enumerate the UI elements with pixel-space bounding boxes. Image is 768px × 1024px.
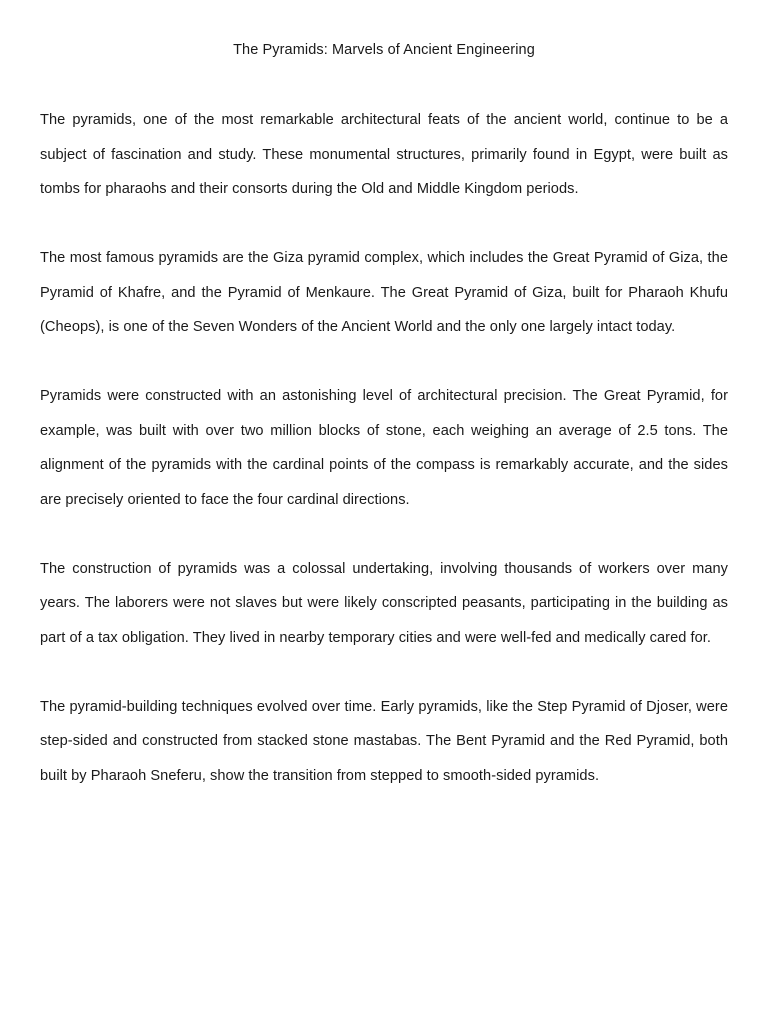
document-body <box>40 103 728 828</box>
paragraph-1: The pyramids, one of the most remarkable architectural feats of the ancient world, continue to be a subject of fascination and study. These monumental structures, primarily found in Egypt, were built as tombs for pharaohs and their consorts during the Old and Middle Kingdom periods. <box>40 112 728 197</box>
paragraph-4: The construction of pyramids was a colossal undertaking, involving thousands of workers over many years. The laborers were not slaves but were likely conscripted peasants, participating in the building as part of a tax obligation. They lived in nearby temporary cities and were well-fed and medically cared for. <box>40 560 728 646</box>
paragraph-3: Pyramids were constructed with an astonishing level of architectural precision. The Great Pyramid, for example, was built with over two million blocks of stone, each weighing an average of 2.5 tons. The alignment of the pyramids with the cardinal points of the compass is remarkably accurate, and the sides are precisely oriented to face the four cardinal directions. <box>40 388 728 508</box>
paragraph-5: The pyramid-building techniques evolved over time. Early pyramids, like the Step Pyramid of Djoser, were step-sided and constructed from stacked stone mastabas. The Bent Pyramid and the Red Pyramid, both built by Pharaoh Sneferu, show the transition from stepped to smooth-sided pyramids. <box>40 698 728 784</box>
paragraph-2: The most famous pyramids are the Giza pyramid complex, which includes the Great Pyramid of Giza, the Pyramid of Khafre, and the Pyramid of Menkaure. The Great Pyramid of Giza, built for Pharaoh Khufu (Cheops), is one of the Seven Wonders of the Ancient World and the only one largely intact today. <box>40 250 728 335</box>
document-title: The Pyramids: Marvels of Ancient Engineering <box>233 42 535 58</box>
